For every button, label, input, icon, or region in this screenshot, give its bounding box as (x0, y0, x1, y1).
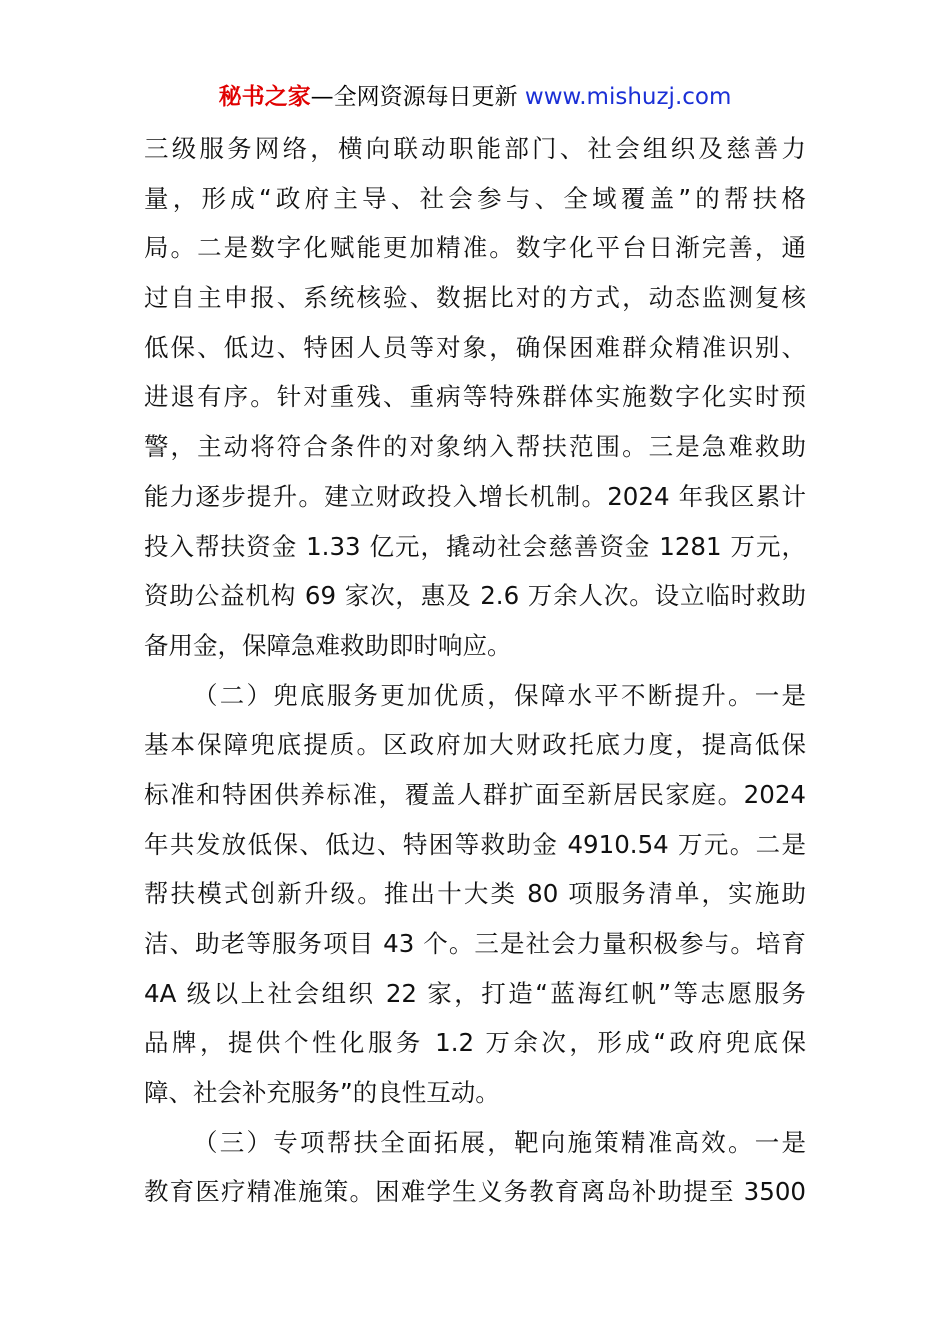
text-line: 投入帮扶资金 1.33 亿元，撬动社会慈善资金 1281 万元， (144, 531, 806, 561)
text-line: 年共发放低保、低边、特困等救助金 4910.54 万元。二是 (144, 829, 806, 859)
text-line: 进退有序。针对重残、重病等特殊群体实施数字化实时预 (144, 382, 806, 412)
site-tagline: —全网资源每日更新 (310, 84, 525, 110)
site-header (0, 80, 950, 114)
paragraph-heading-line: （三）专项帮扶全面拓展，靶向施策精准高效。一是 (193, 1127, 806, 1157)
text-line: 障、社会补充服务”的良性互动。 (144, 1078, 500, 1108)
text-line: 低保、低边、特困人员等对象，确保困难群众精准识别、 (144, 332, 806, 362)
site-brand: 秘书之家 (218, 84, 311, 110)
body-text (144, 124, 806, 1217)
text-line: 基本保障兜底提质。区政府加大财政托底力度，提高低保 (144, 730, 806, 760)
text-line: 帮扶模式创新升级。推出十大类 80 项服务清单，实施助 (144, 879, 806, 909)
site-url[interactable]: www.mishuzj.com (524, 84, 732, 110)
text-line: 备用金，保障急难救助即时响应。 (144, 630, 512, 660)
text-line: 局。二是数字化赋能更加精准。数字化平台日渐完善，通 (144, 233, 806, 263)
text-line: 4A 级以上社会组织 22 家，打造“蓝海红帆”等志愿服务 (144, 978, 806, 1008)
text-line: 量，形成“政府主导、社会参与、全域覆盖”的帮扶格 (144, 183, 806, 213)
text-line: 能力逐步提升。建立财政投入增长机制。2024 年我区累计 (144, 481, 806, 511)
paragraph-heading-line: （二）兜底服务更加优质，保障水平不断提升。一是 (193, 680, 806, 710)
text-line: 警，主动将符合条件的对象纳入帮扶范围。三是急难救助 (144, 432, 806, 462)
text-line: 资助公益机构 69 家次，惠及 2.6 万余人次。设立临时救助 (144, 581, 806, 611)
text-line: 品牌，提供个性化服务 1.2 万余次，形成“政府兜底保 (144, 1028, 806, 1058)
text-line: 洁、助老等服务项目 43 个。三是社会力量积极参与。培育 (144, 929, 806, 958)
text-line: 三级服务网络，横向联动职能部门、社会组织及慈善力 (144, 134, 806, 163)
text-line: 过自主申报、系统核验、数据比对的方式，动态监测复核 (144, 283, 806, 313)
text-line: 标准和特困供养标准，覆盖人群扩面至新居民家庭。2024 (144, 779, 806, 809)
text-line: 教育医疗精准施策。困难学生义务教育离岛补助提至 3500 (144, 1177, 806, 1207)
